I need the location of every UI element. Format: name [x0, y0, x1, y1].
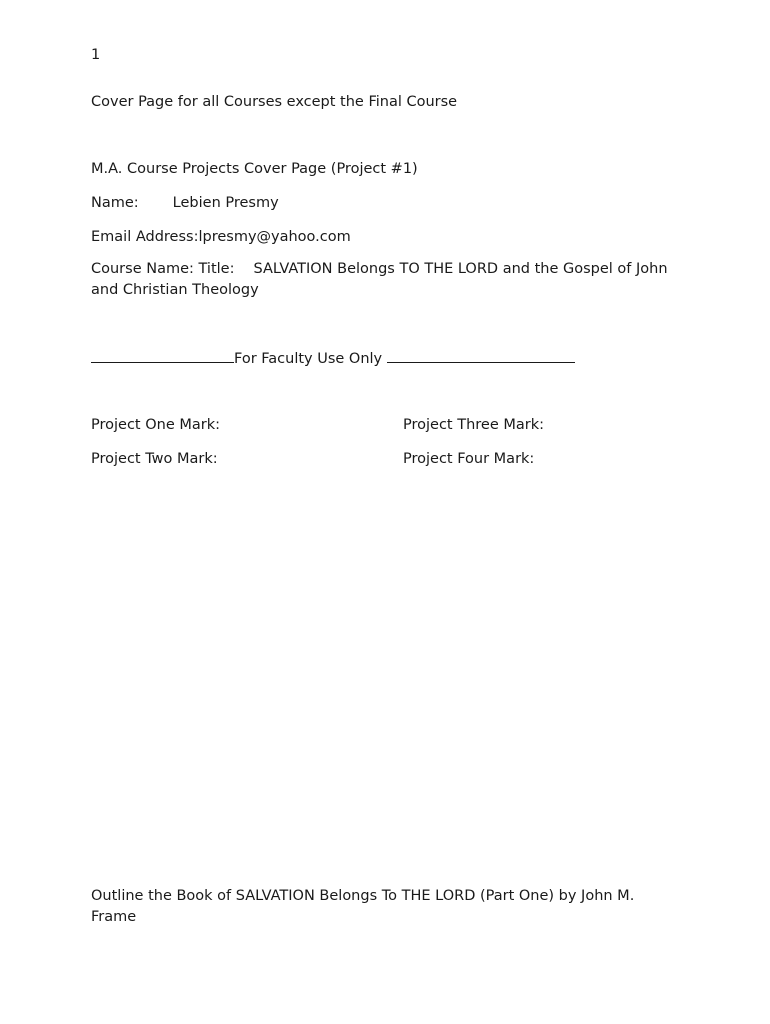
page-number: 1: [91, 47, 101, 63]
course-line: [91, 259, 681, 301]
project-four-mark: Project Four Mark:: [403, 451, 535, 467]
name-line: [91, 193, 279, 213]
email-value: lpresmy@yahoo.com: [198, 229, 351, 245]
name-value: Lebien Presmy: [172, 195, 279, 211]
project-one-mark: Project One Mark:: [91, 417, 220, 433]
cover-heading: Cover Page for all Courses except the Final Course: [91, 94, 458, 110]
project-three-mark: Project Three Mark:: [403, 417, 544, 433]
faculty-rule-left: [91, 348, 234, 363]
name-label: Name:: [91, 195, 139, 211]
faculty-line: [91, 348, 575, 369]
email-line: [91, 227, 351, 247]
course-label: Course Name: Title:: [91, 261, 235, 277]
email-label: Email Address:: [91, 229, 199, 245]
course-value: SALVATION Belongs TO THE LORD and the Gospel of John and Christian Theology: [91, 261, 668, 298]
faculty-rule-right: [387, 348, 575, 363]
outline-heading: Outline the Book of SALVATION Belongs To THE LORD (Part One) by John M. Frame: [91, 888, 635, 925]
projects-heading: M.A. Course Projects Cover Page (Project #1): [91, 161, 418, 177]
project-two-mark: Project Two Mark:: [91, 451, 218, 467]
faculty-label: For Faculty Use Only: [234, 351, 383, 367]
